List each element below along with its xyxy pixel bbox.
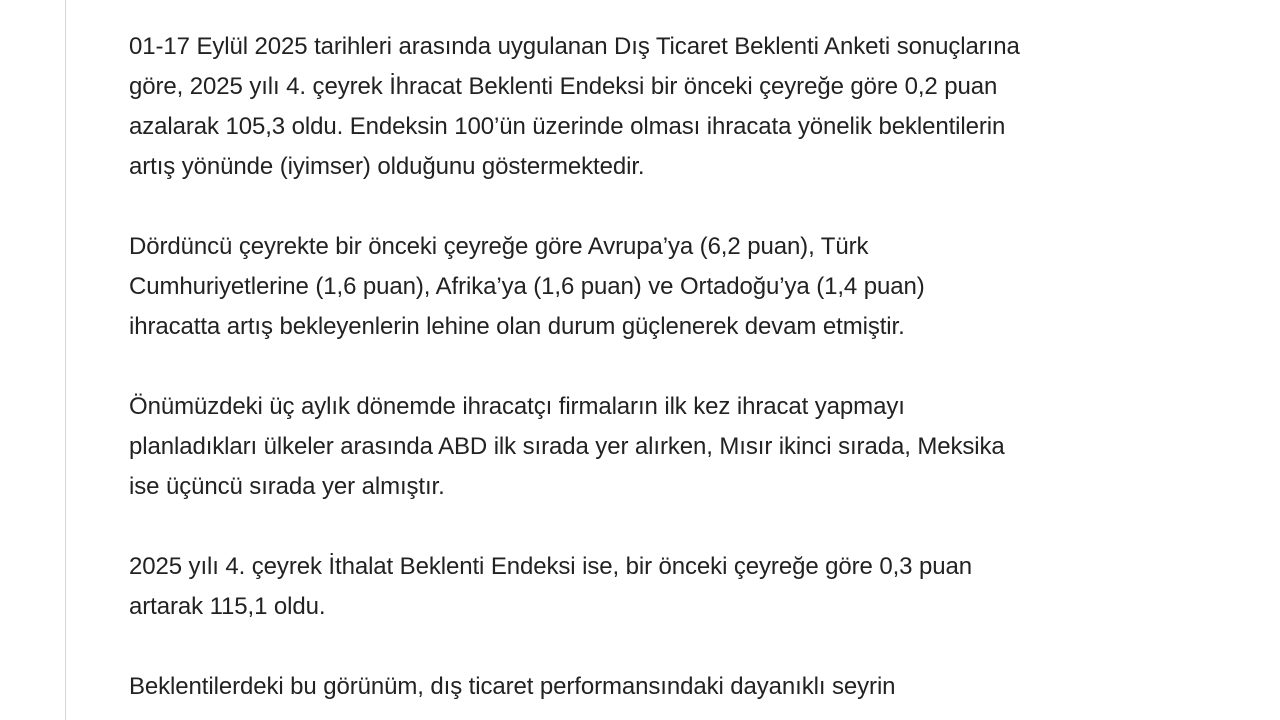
paragraph-line: azalarak 105,3 oldu. Endeksin 100’ün üzerinde olması ihracata yönelik beklentilerin bbox=[129, 113, 1006, 140]
paragraph-line: 2025 yılı 4. çeyrek İthalat Beklenti Endeksi ise, bir önceki çeyreğe göre 0,3 puan bbox=[129, 553, 972, 580]
paragraph-outlook bbox=[129, 667, 1189, 707]
paragraph-first-time-export-countries bbox=[129, 387, 1189, 507]
paragraph-line: Önümüzdeki üç aylık dönemde ihracatçı firmaların ilk kez ihracat yapmayı bbox=[129, 393, 905, 420]
paragraph-line: artarak 115,1 oldu. bbox=[129, 593, 326, 620]
paragraph-line: artış yönünde (iyimser) olduğunu göstermektedir. bbox=[129, 153, 645, 180]
paragraph-line: 01-17 Eylül 2025 tarihleri arasında uygulanan Dış Ticaret Beklenti Anketi sonuçlarına bbox=[129, 33, 1020, 60]
paragraph-export-index bbox=[129, 27, 1189, 187]
left-border-divider bbox=[65, 0, 66, 720]
paragraph-line: ihracatta artış bekleyenlerin lehine olan durum güçlenerek devam etmiştir. bbox=[129, 313, 905, 340]
paragraph-line: Beklentilerdeki bu görünüm, dış ticaret performansındaki dayanıklı seyrin bbox=[129, 673, 896, 700]
paragraph-line: göre, 2025 yılı 4. çeyrek İhracat Beklenti Endeksi bir önceki çeyreğe göre 0,2 puan bbox=[129, 73, 998, 100]
paragraph-line: Cumhuriyetlerine (1,6 puan), Afrika’ya (1,6 puan) ve Ortadoğu’ya (1,4 puan) bbox=[129, 273, 925, 300]
paragraph-line: ise üçüncü sırada yer almıştır. bbox=[129, 473, 445, 500]
paragraph-line: Dördüncü çeyrekte bir önceki çeyreğe göre Avrupa’ya (6,2 puan), Türk bbox=[129, 233, 869, 260]
paragraph-line: planladıkları ülkeler arasında ABD ilk sırada yer alırken, Mısır ikinci sırada, Meksika bbox=[129, 433, 1005, 460]
paragraph-import-index bbox=[129, 547, 1189, 627]
paragraph-regional-expectations bbox=[129, 227, 1189, 347]
article-body bbox=[129, 27, 1189, 720]
